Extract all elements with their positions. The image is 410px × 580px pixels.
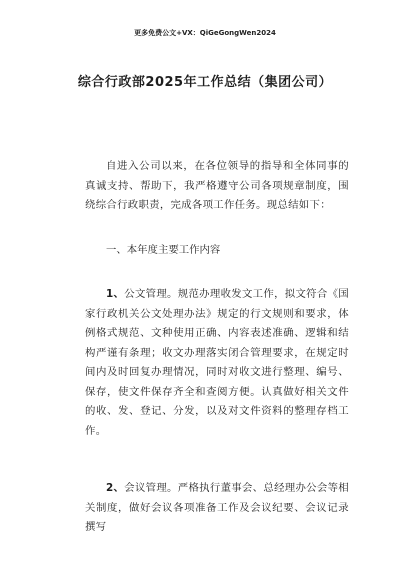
item-2-paragraph [85, 479, 349, 538]
document-body [85, 157, 349, 538]
item-1-text: 公文管理。规范办理收发文工作，拟文符合《国家行政机关公文处理办法》规定的行文规则和要求，体例格式规范、文种使用正确、内容表述准确、逻辑和结构严谨有条理；收文办理落实闭合管理要求，在规定时间内及时回复办理情况，同时对收文进行整理、编号、保存，使文件保存齐全和查阅方便。认真做好相关文件的收、发、登记、分发，以及对文件资料的整理存档工作。 [85, 288, 349, 437]
item-1-number: 1、 [106, 288, 125, 300]
section-1-heading: 一、本年度主要工作内容 [106, 243, 221, 256]
intro-paragraph: 自进入公司以来，在各位领导的指导和全体同事的真诚支持、帮助下，我严格遵守公司各项规章制度，围绕综合行政职责，完成各项工作任务。现总结如下： [85, 160, 349, 211]
item-2-number: 2、 [106, 482, 125, 494]
item-1-paragraph [85, 285, 349, 441]
document-title: 综合行政部2025年工作总结（集团公司） [77, 75, 333, 90]
header-note: 更多免费公文+VX：QiGeGongWen2024 [134, 29, 276, 37]
item-2-text: 会议管理。严格执行董事会、总经理办公会等相关制度，做好会议各项准备工作及会议纪要、会议记录撰写 [85, 482, 349, 533]
